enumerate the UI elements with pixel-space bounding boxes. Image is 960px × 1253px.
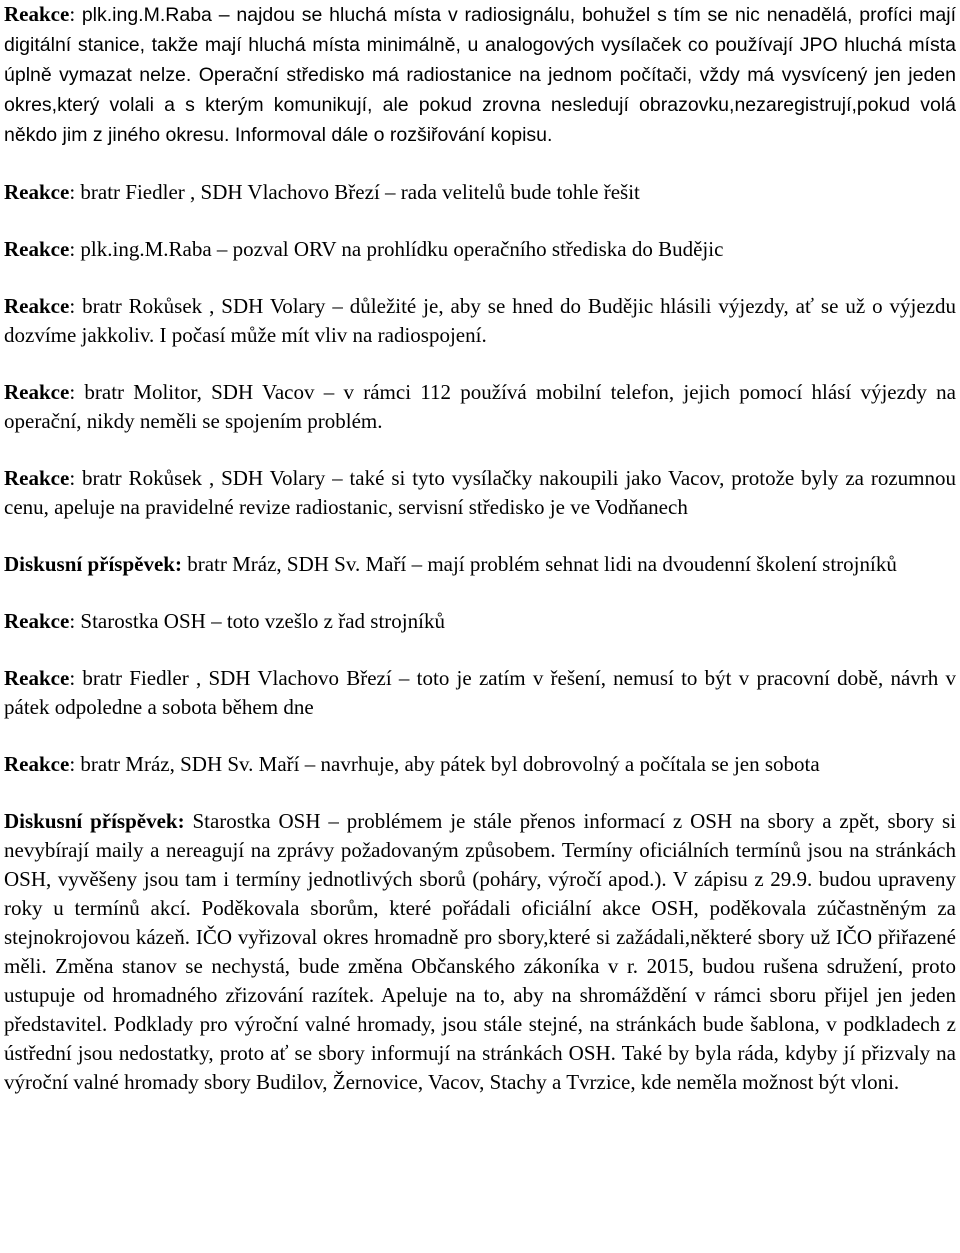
paragraph-reakce-mraz: Reakce: bratr Mráz, SDH Sv. Maří – navrhuje, aby pátek byl dobrovolný a počítala se jen sobota — [4, 752, 820, 776]
paragraph-lead: plk.ing.M. — [81, 4, 166, 26]
paragraph-label: Reakce — [4, 237, 70, 261]
paragraph-text: Starostka OSH – problémem je stále přenos informací z OSH na sbory a zpět, sbory si nevybírají maily a nereagují na zprávy požadovaným způsobem. Termíny oficiálních termínů jsou na stránkách OSH, vyvěšeny jsou tam i termíny jednotlivých sborů (poháry, výročí apod.). V zápisu z 29.9. budou upraveny roky u termínů akcí. Poděkovala sborům, které pořádali oficiální akce OSH, poděkovala zúčastněným za stejnokrojovou kázeň. IČO vyřizoval okres hromadně pro sbory,které si zažádali,některé sbory už IČO přiřazené měli. Změna stanov se nechystá, bude změna Občanského zákoníka v r. 2015, budou rušena sdružení, proto ustupuje od hromadného zřizování razítek. Apeluje na to, aby na shromáždění v rámci sboru přijel jen jeden představitel. Podklady pro výroční valné hromady, jsou stále stejné, na stránkách bude šablona, v podkladech z ústřední jsou nedostatky, proto ať se sbory informují na stránkách OSH. Také by byla ráda, kdyby jí přizvaly na výroční valné hromady sbory Budilov, Žernovice, Vacov, Stachy a Tvrzice, kde neměla možnost být vloni. — [4, 809, 957, 1094]
paragraph-reakce-rokusek-2: Reakce: bratr Rokůsek , SDH Volary – také si tyto vysílačky nakoupili jako Vacov, protože byly za rozumnou cenu, apeluje na pravidelné revize radiostanic, servisní středisko je ve Vodňanech — [4, 466, 956, 519]
paragraph-text: plk.ing.M.Raba – pozval ORV na prohlídku operačního střediska do Budějic — [80, 237, 724, 261]
paragraph-diskuse-starostka — [4, 807, 956, 1097]
paragraph-label: Reakce — [4, 2, 70, 26]
paragraph-label: Diskusní příspěvek: — [4, 809, 185, 833]
document-page — [4, 0, 956, 1097]
paragraph-label: Diskusní příspěvek: — [4, 552, 182, 576]
paragraph-reakce-rokusek-1: Reakce: bratr Rokůsek , SDH Volary – důležité je, aby se hned do Budějic hlásili výjezdy, ať se už o výjezdu dozvíme jakkoliv. I počasí může mít vliv na radiospojení. — [4, 294, 956, 347]
paragraph-reakce-fiedler-1: Reakce: bratr Fiedler , SDH Vlachovo Březí – rada velitelů bude tohle řešit — [4, 180, 640, 204]
paragraph-text: bratr Mráz, SDH Sv. Maří – mají problém sehnat lidi na dvoudenní školení strojníků — [187, 552, 897, 576]
paragraph-text: bratr Molitor, SDH Vacov – v rámci 112 používá mobilní telefon, jejich pomocí hlásí výjezdy na operační, nikdy neměli se spojením problém. — [4, 380, 956, 433]
paragraph-reakce-raba-orv: Reakce: plk.ing.M.Raba – pozval ORV na prohlídku operačního střediska do Budějic — [4, 237, 724, 261]
paragraph-text: bratr Mráz, SDH Sv. Maří – navrhuje, aby pátek byl dobrovolný a počítala se jen sobota — [80, 752, 820, 776]
paragraph-text: bratr Fiedler , SDH Vlachovo Březí – toto je zatím v řešení, nemusí to být v pracovní době, návrh v pátek odpoledne a sobota během dne — [4, 666, 956, 719]
paragraph-label: Reakce — [4, 180, 70, 204]
paragraph-text: bratr Fiedler , SDH Vlachovo Březí – rada velitelů bude tohle řešit — [80, 180, 640, 204]
paragraph-label: Reakce — [4, 666, 70, 690]
paragraph-label: Reakce — [4, 380, 70, 404]
paragraph-reakce-molitor: Reakce: bratr Molitor, SDH Vacov – v rámci 112 používá mobilní telefon, jejich pomocí hlásí výjezdy na operační, nikdy neměli se spojením problém. — [4, 380, 956, 433]
paragraph-reakce-fiedler-2: Reakce: bratr Fiedler , SDH Vlachovo Březí – toto je zatím v řešení, nemusí to být v pracovní době, návrh v pátek odpoledne a sobota během dne — [4, 666, 956, 719]
paragraph-diskuse-mraz — [4, 550, 956, 579]
paragraph-text: bratr Rokůsek , SDH Volary – také si tyto vysílačky nakoupili jako Vacov, protože byly za rozumnou cenu, apeluje na pravidelné revize radiostanic, servisní středisko je ve Vodňanech — [4, 466, 956, 519]
paragraph-label: Reakce — [4, 466, 70, 490]
paragraph-label: Reakce — [4, 294, 70, 318]
paragraph-label: Reakce — [4, 752, 70, 776]
paragraph-reakce-starostka: Reakce: Starostka OSH – toto vzešlo z řad strojníků — [4, 609, 445, 633]
paragraph-text: Starostka OSH – toto vzešlo z řad strojníků — [80, 609, 445, 633]
paragraph-reakce-raba-radiosignal: Reakce: plk.ing.M.Raba – najdou se hluchá místa v radiosignálu, bohužel s tím se nic nenadělá, profíci mají digitální stanice, takže mají hluchá místa minimálně, u analogových vysílaček co používají JPO hluchá místa úplně vymazat nelze. Operační středisko má radiostanice na jednom počítači, vždy má vysvícený jen jeden okres,který volali a s kterým komunikují, ale pokud zrovna nesledují obrazovku,nezaregistrují,pokud volá někdo jim z jiného okresu. Informoval dále o rozšiřování kopisu. — [4, 2, 956, 146]
paragraph-text: Raba – najdou se hluchá místa v radiosignálu, bohužel s tím se nic nenadělá, profíci mají digitální stanice, takže mají hluchá místa minimálně, u analogových vysílaček co používají JPO hluchá místa úplně vymazat nelze. Operační středisko má radiostanice na jednom počítači, vždy má vysvícený jen jeden okres,který volali a s kterým komunikují, ale pokud zrovna nesledují obrazovku,nezaregistrují,pokud volá někdo jim z jiného okresu. Informoval dále o rozšiřování kopisu. — [4, 4, 956, 146]
paragraph-text: bratr Rokůsek , SDH Volary – důležité je, aby se hned do Budějic hlásili výjezdy, ať se už o výjezdu dozvíme jakkoliv. I počasí může mít vliv na radiospojení. — [4, 294, 956, 347]
paragraph-label: Reakce — [4, 609, 70, 633]
